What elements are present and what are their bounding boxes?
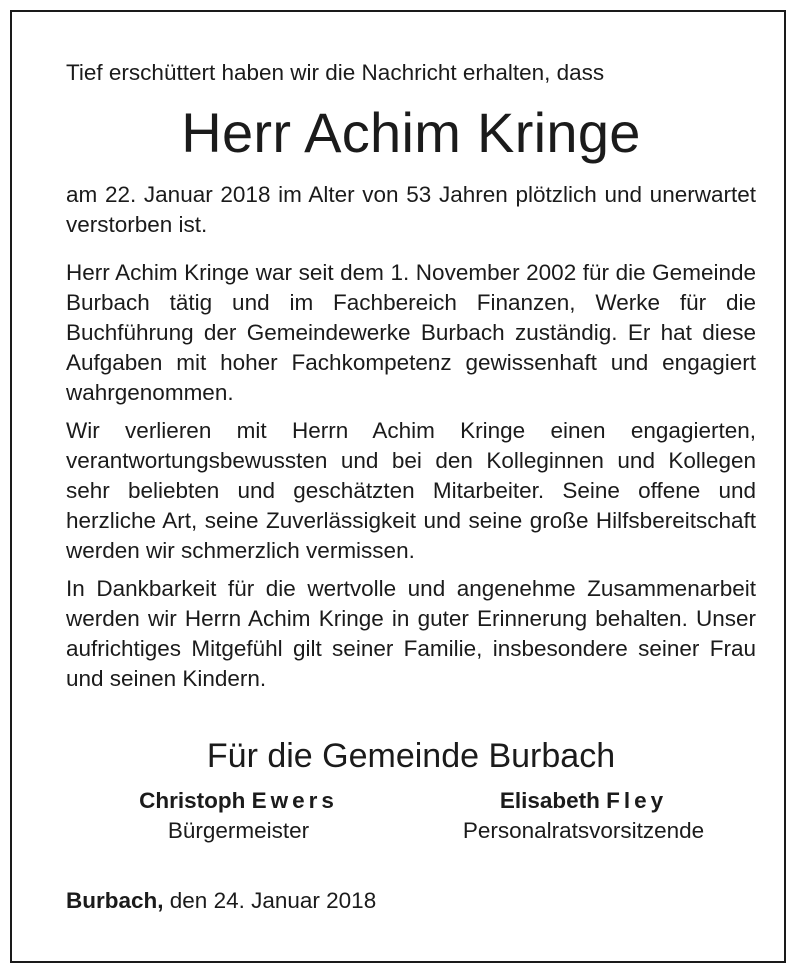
paragraph-death: am 22. Januar 2018 im Alter von 53 Jahren plötzlich und unerwartet verstorben ist. [66, 182, 756, 237]
date: den 24. Januar 2018 [169, 888, 377, 913]
notice-frame [10, 10, 786, 963]
place: Burbach, [66, 888, 164, 913]
signatures [66, 786, 756, 846]
signatory-name: Elisabeth Fley [499, 788, 668, 813]
signatory-role: Personalratsvorsitzende [462, 818, 705, 843]
paragraph-career: Herr Achim Kringe war seit dem 1. November 2002 für die Gemeinde Burbach tätig und im Fachbereich Finanzen, Werke für die Buchführung der Gemeindewerke Burbach zuständig. Er hat diese Aufgaben mit hoher Fachkompetenz gewissenhaft und engagiert wahrgenommen. [66, 260, 756, 405]
paragraph-condolence: In Dankbarkeit für die wertvolle und angenehme Zusammenarbeit werden wir Herrn Achim Kringe in guter Erinnerung behalten. Unser aufrichtiges Mitgefühl gilt seiner Familie, insbesondere seiner Frau und seinen Kindern. [66, 576, 756, 691]
signatory-name: Christoph Ewers [139, 788, 338, 813]
signatory-role: Bürgermeister [167, 818, 310, 843]
organization-line: Für die Gemeinde Burbach [206, 737, 616, 775]
notice-content [66, 58, 756, 916]
signature-council-chair [411, 786, 756, 846]
intro-text: Tief erschüttert haben wir die Nachricht erhalten, dass [66, 60, 605, 85]
paragraph-tribute: Wir verlieren mit Herrn Achim Kringe einen engagierten, verantwortungsbewussten und bei den Kolleginnen und Kollegen sehr beliebten und geschätzten Mitarbeiter. Seine offene und herzliche Art, seine Zuverlässigkeit und seine große Hilfsbereitschaft werden wir schmerzlich vermissen. [66, 418, 756, 563]
deceased-name: Herr Achim Kringe [181, 101, 641, 164]
place-date [66, 886, 756, 916]
signature-mayor [66, 786, 411, 846]
